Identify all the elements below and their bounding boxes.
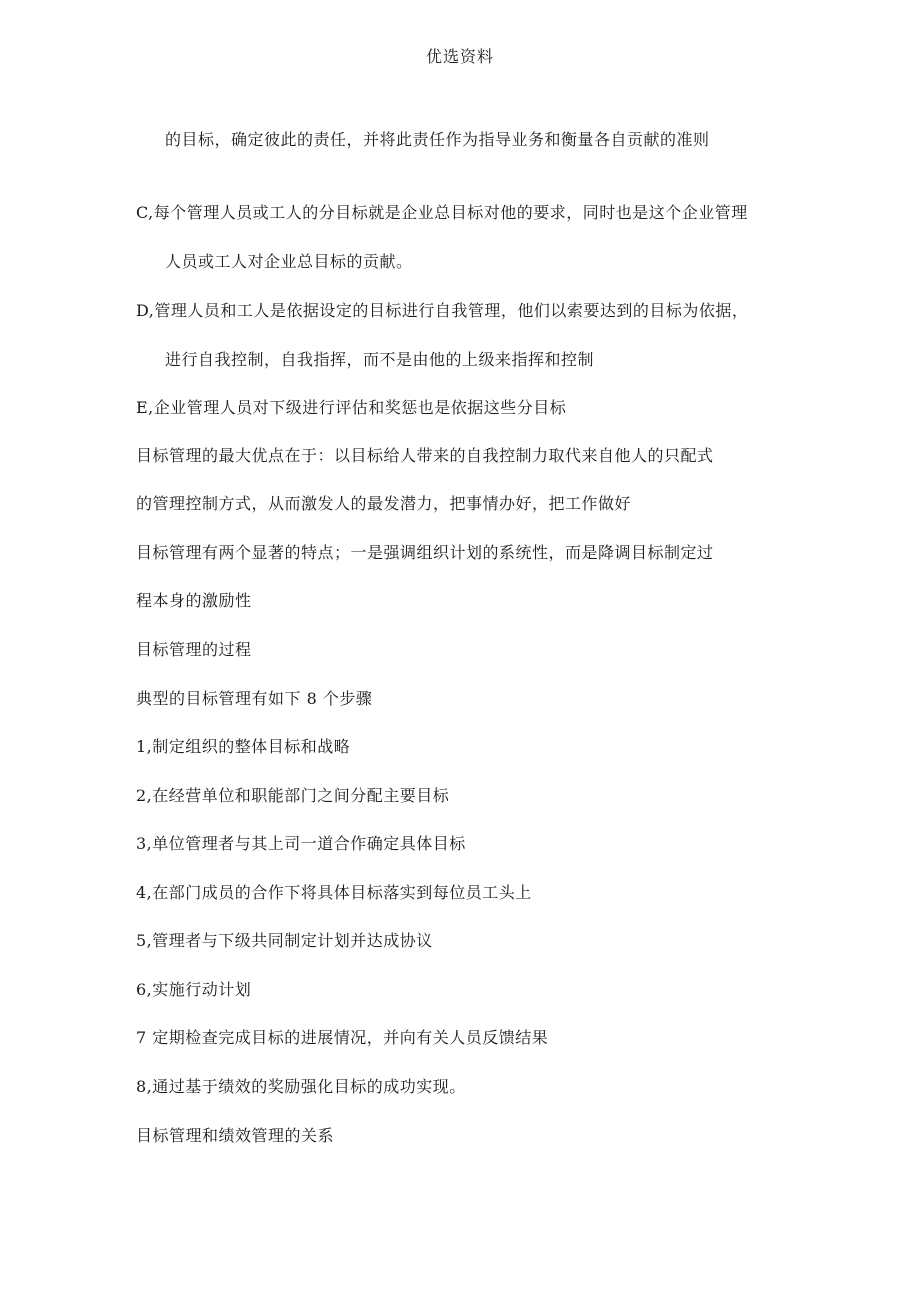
list-item: 6,实施行动计划 xyxy=(136,980,252,999)
text-line: 人员或工人对企业总目标的贡献。 xyxy=(165,252,413,271)
list-item: 4,在部门成员的合作下将具体目标落实到每位员工头上 xyxy=(136,883,532,902)
list-item: 2,在经营单位和职能部门之间分配主要目标 xyxy=(136,786,450,805)
text-line: 典型的目标管理有如下 8 个步骤 xyxy=(136,689,373,708)
text-line: 的管理控制方式，从而激发人的最发潜力，把事情办好，把工作做好 xyxy=(136,494,632,513)
list-item: 8,通过基于绩效的奖励强化目标的成功实现。 xyxy=(136,1077,466,1096)
list-item: 1,制定组织的整体目标和战略 xyxy=(136,737,351,756)
text-line: 进行自我控制，自我指挥，而不是由他的上级来指挥和控制 xyxy=(165,350,595,369)
list-item: 7 定期检查完成目标的进展情况，并向有关人员反馈结果 xyxy=(136,1028,549,1047)
text-line: 目标管理有两个显著的特点；一是强调组织计划的系统性，而是降调目标制定过 xyxy=(136,543,714,562)
text-line: 目标管理的最大优点在于：以目标给人带来的自我控制力取代来自他人的只配式 xyxy=(136,446,714,465)
text-line: C,每个管理人员或工人的分目标就是企业总目标对他的要求，同时也是这个企业管理 xyxy=(136,203,748,222)
text-line: D,管理人员和工人是依据设定的目标进行自我管理，他们以索要达到的目标为依据， xyxy=(136,301,749,320)
page-header: 优选资料 xyxy=(425,47,494,66)
section-heading: 目标管理和绩效管理的关系 xyxy=(136,1126,335,1145)
text-line: 的目标，确定彼此的责任，并将此责任作为指导业务和衡量各自贡献的准则 xyxy=(165,130,710,149)
list-item: 5,管理者与下级共同制定计划并达成协议 xyxy=(136,931,433,950)
list-item: 3,单位管理者与其上司一道合作确定具体目标 xyxy=(136,834,466,853)
text-line: E,企业管理人员对下级进行评估和奖惩也是依据这些分目标 xyxy=(136,398,567,417)
text-line: 程本身的激励性 xyxy=(136,591,252,610)
section-heading: 目标管理的过程 xyxy=(136,640,252,659)
